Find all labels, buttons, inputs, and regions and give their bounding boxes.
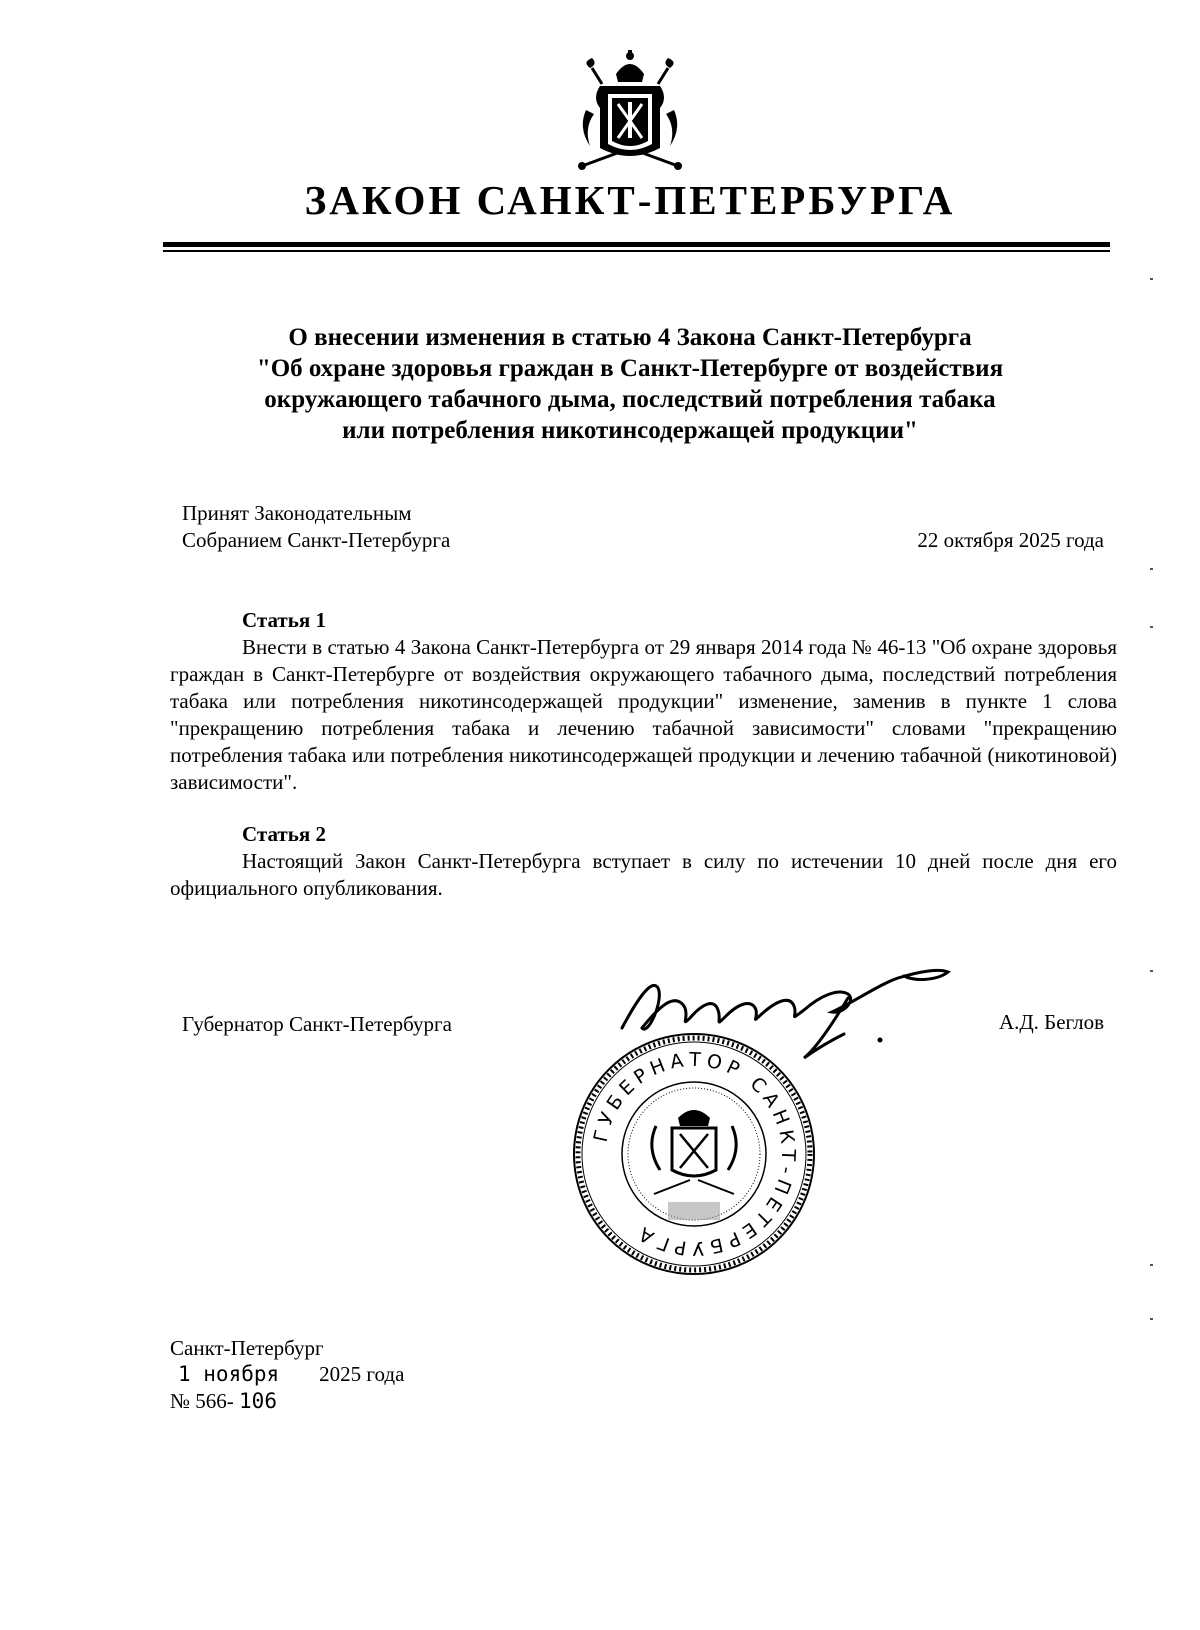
- law-title-line: или потребления никотинсодержащей продукции": [342, 417, 918, 444]
- signing-date-year: 2025 года: [319, 1362, 405, 1386]
- adoption-date: 22 октября 2025 года: [917, 528, 1104, 552]
- article-1-text: Внести в статью 4 Закона Санкт-Петербурга от 29 января 2014 года № 46-13 "Об охране здоровья граждан в Санкт-Петербурге от воздействия окружающего табачного дыма, последствий потребления табака или потребления никотинсодержащей продукции" изменение, заменив в пункте 1 слова "прекращению потребления табака и лечению табачной зависимости" словами "прекращению потребления табака или потребления никотинсодержащей продукции и лечению табачной (никотиновой) зависимости".: [170, 635, 1117, 794]
- law-number-prefix: № 566-: [170, 1389, 234, 1413]
- adoption-body: [182, 500, 450, 554]
- signing-date-day-month: 1 ноября: [178, 1362, 280, 1386]
- scan-artifact: [1150, 1318, 1153, 1320]
- scan-artifact: [1150, 568, 1153, 570]
- scan-artifact: [1150, 626, 1153, 628]
- law-title-line: "Об охране здоровья граждан в Санкт-Петербурге от воздействия: [256, 355, 1004, 382]
- place-of-signing: Санкт-Петербург: [170, 1336, 324, 1360]
- svg-text:ГУБЕРНАТОР САНКТ-ПЕТЕРБУРГА: ГУБЕРНАТОР САНКТ-ПЕТЕРБУРГА: [589, 1048, 800, 1260]
- adoption-line: Собранием Санкт-Петербурга: [182, 528, 451, 552]
- adoption-line: Принят Законодательным: [182, 501, 412, 525]
- article-2-heading: Статья 2: [242, 822, 326, 846]
- scan-artifact: [1150, 970, 1153, 972]
- law-title-line: окружающего табачного дыма, последствий потребления табака: [264, 386, 996, 413]
- law-number: [170, 1389, 277, 1414]
- header-divider-thick: [163, 242, 1110, 247]
- signing-date: [178, 1362, 404, 1387]
- official-seal-icon: [570, 1030, 818, 1278]
- article-2-text: Настоящий Закон Санкт-Петербурга вступает в силу по истечении 10 дней после дня его официального опубликования.: [170, 849, 1117, 900]
- header-divider-thin: [163, 250, 1110, 252]
- article-1-heading: Статья 1: [242, 608, 326, 632]
- law-type-heading: ЗАКОН САНКТ-ПЕТЕРБУРГА: [304, 177, 956, 223]
- coat-of-arms-icon: [572, 48, 688, 178]
- scan-artifact: [1150, 278, 1153, 280]
- law-number-suffix: 106: [239, 1389, 277, 1413]
- signatory-name: А.Д. Беглов: [998, 1010, 1104, 1034]
- scan-artifact: [1150, 1264, 1153, 1266]
- signatory-position: Губернатор Санкт-Петербурга: [182, 1012, 452, 1036]
- law-title: [160, 322, 1100, 446]
- handwritten-signature-icon: [618, 958, 968, 1066]
- law-title-line: О внесении изменения в статью 4 Закона Санкт-Петербурга: [288, 324, 972, 351]
